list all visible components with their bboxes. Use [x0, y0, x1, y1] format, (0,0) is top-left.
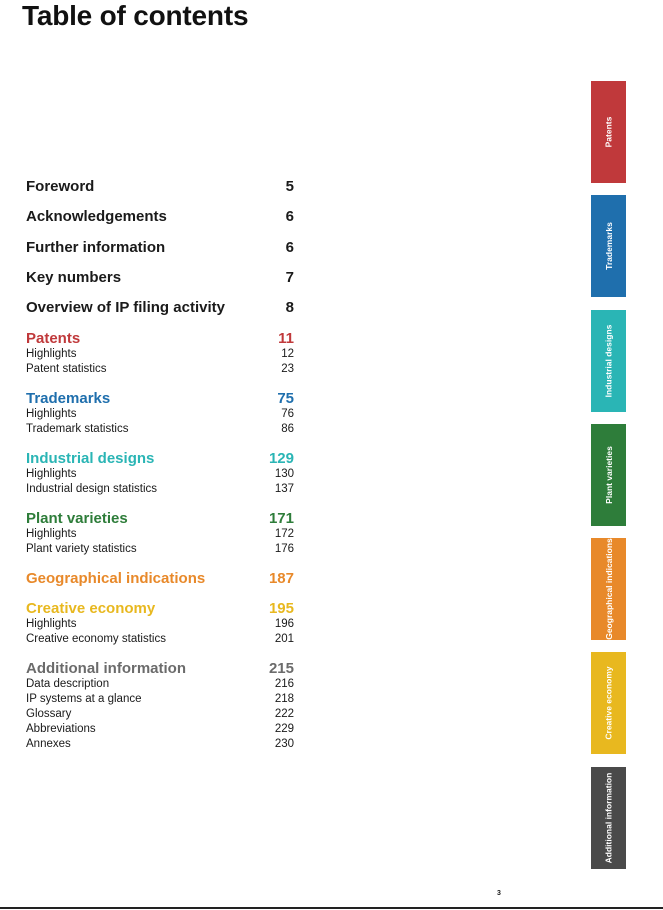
toc-section-heading[interactable]: [26, 570, 294, 587]
section-tab-label: Geographical indications: [603, 538, 614, 640]
section-tab-label: Plant varieties: [603, 446, 614, 504]
main-entries: [26, 176, 294, 327]
toc-subentry-label: Highlights: [26, 528, 77, 541]
toc-subentry-label: Patent statistics: [26, 363, 107, 376]
toc-subentry-label: Plant variety statistics: [26, 543, 137, 556]
toc-entry[interactable]: [26, 237, 294, 267]
toc-subentry-page: 196: [274, 618, 294, 631]
toc-subentry[interactable]: [26, 617, 294, 632]
toc-section-page: 215: [268, 660, 294, 678]
toc-section: [26, 660, 294, 752]
toc-section-heading[interactable]: [26, 450, 294, 467]
toc-subentry-label: Highlights: [26, 348, 77, 361]
toc-subentry-label: IP systems at a glance: [26, 693, 142, 706]
toc-section-page: 171: [268, 510, 294, 528]
toc-entry-page: 7: [285, 268, 294, 286]
toc-section-heading[interactable]: [26, 660, 294, 677]
section-tabs: [591, 0, 627, 910]
section-tab-label: Patents: [603, 116, 614, 148]
toc-subentry[interactable]: [26, 467, 294, 482]
toc-subentry-page: 222: [274, 708, 294, 721]
toc-subentry-page: 230: [274, 738, 294, 751]
toc-section-label: Creative economy: [26, 600, 156, 618]
toc-section: [26, 450, 294, 497]
section-gap: [26, 557, 294, 570]
toc-section: [26, 330, 294, 377]
section-gap: [26, 647, 294, 660]
page-number: 3: [497, 890, 501, 897]
toc-entry-label: Key numbers: [26, 268, 122, 286]
section-gap: [26, 377, 294, 390]
toc-entry-page: 8: [285, 299, 294, 317]
toc-section-label: Plant varieties: [26, 510, 128, 528]
toc-subentry[interactable]: [26, 527, 294, 542]
toc-subentry-label: Trademark statistics: [26, 423, 129, 436]
toc-section-page: 195: [268, 600, 294, 618]
toc-entry-page: 6: [285, 238, 294, 256]
toc-section: [26, 570, 294, 587]
toc-subentry-page: 86: [281, 423, 294, 436]
toc-subentry-label: Highlights: [26, 618, 77, 631]
toc-subentry-page: 218: [274, 693, 294, 706]
toc-section-heading[interactable]: [26, 330, 294, 347]
section-tab[interactable]: [591, 424, 626, 526]
toc-subentry-page: 172: [274, 528, 294, 541]
toc-section: [26, 390, 294, 437]
toc-subentry-label: Abbreviations: [26, 723, 96, 736]
toc-entry[interactable]: [26, 176, 294, 206]
toc-section-page: 75: [277, 390, 294, 408]
bottom-rule: [0, 907, 663, 909]
toc-subentry[interactable]: [26, 722, 294, 737]
section-tab[interactable]: [591, 310, 626, 412]
toc-subentry-label: Highlights: [26, 468, 77, 481]
toc-section-heading[interactable]: [26, 600, 294, 617]
section-tab-label: Creative economy: [603, 666, 614, 740]
toc-subentry[interactable]: [26, 707, 294, 722]
section-tab-label: Trademarks: [603, 222, 614, 270]
section-tab[interactable]: [591, 538, 626, 640]
toc-section-page: 187: [268, 570, 294, 588]
section-tab[interactable]: [591, 767, 626, 869]
toc-subentry-page: 12: [281, 348, 294, 361]
toc-subentry-label: Annexes: [26, 738, 71, 751]
page-title: Table of contents: [22, 0, 249, 31]
toc-subentry-label: Industrial design statistics: [26, 483, 158, 496]
toc-subentry[interactable]: [26, 692, 294, 707]
toc-subentry-label: Data description: [26, 678, 110, 691]
toc-entry[interactable]: [26, 267, 294, 297]
toc-subentry-page: 76: [281, 408, 294, 421]
section-tab[interactable]: [591, 81, 626, 183]
toc-section-label: Trademarks: [26, 390, 111, 408]
toc-subentry[interactable]: [26, 482, 294, 497]
toc-section-label: Additional information: [26, 660, 186, 678]
toc-subentry-page: 229: [274, 723, 294, 736]
toc-subentry[interactable]: [26, 407, 294, 422]
toc-section: [26, 600, 294, 647]
section-tab-label: Additional information: [603, 772, 614, 864]
toc-entry-page: 5: [285, 178, 294, 195]
toc-subentry[interactable]: [26, 422, 294, 437]
section-gap: [26, 437, 294, 450]
toc-entry-label: Foreword: [26, 178, 95, 195]
toc-subentry-page: 130: [274, 468, 294, 481]
toc-subentry[interactable]: [26, 632, 294, 647]
toc-entry[interactable]: [26, 206, 294, 236]
toc-subentry[interactable]: [26, 677, 294, 692]
toc-subentry-page: 176: [274, 543, 294, 556]
toc-subentry-page: 23: [281, 363, 294, 376]
toc-section-heading[interactable]: [26, 390, 294, 407]
toc-subentry[interactable]: [26, 362, 294, 377]
section-gap: [26, 587, 294, 600]
section-tab[interactable]: [591, 195, 626, 297]
toc-section-page: 11: [278, 330, 294, 348]
section-tab[interactable]: [591, 652, 626, 754]
toc-section-page: 129: [268, 450, 294, 468]
toc-entry-label: Overview of IP filing activity: [26, 299, 225, 317]
toc-subentry-label: Glossary: [26, 708, 72, 721]
toc-section: [26, 510, 294, 557]
table-of-contents: [26, 176, 294, 752]
sections: [26, 330, 294, 752]
toc-entry-label: Further information: [26, 238, 166, 256]
toc-section-label: Patents: [26, 330, 81, 348]
toc-subentry-page: 201: [274, 633, 294, 646]
toc-subentry-label: Highlights: [26, 408, 77, 421]
toc-entry-label: Acknowledgements: [26, 208, 167, 226]
toc-entry-page: 6: [285, 208, 294, 226]
toc-section-label: Geographical indications: [26, 570, 206, 588]
toc-section-label: Industrial designs: [26, 450, 155, 468]
toc-subentry[interactable]: [26, 737, 294, 752]
toc-subentry[interactable]: [26, 542, 294, 557]
toc-subentry-page: 137: [274, 483, 294, 496]
section-tab-label: Industrial designs: [603, 324, 614, 398]
toc-entry[interactable]: [26, 297, 294, 327]
toc-subentry-label: Creative economy statistics: [26, 633, 166, 646]
toc-subentry[interactable]: [26, 347, 294, 362]
toc-subentry-page: 216: [274, 678, 294, 691]
toc-section-heading[interactable]: [26, 510, 294, 527]
section-gap: [26, 497, 294, 510]
